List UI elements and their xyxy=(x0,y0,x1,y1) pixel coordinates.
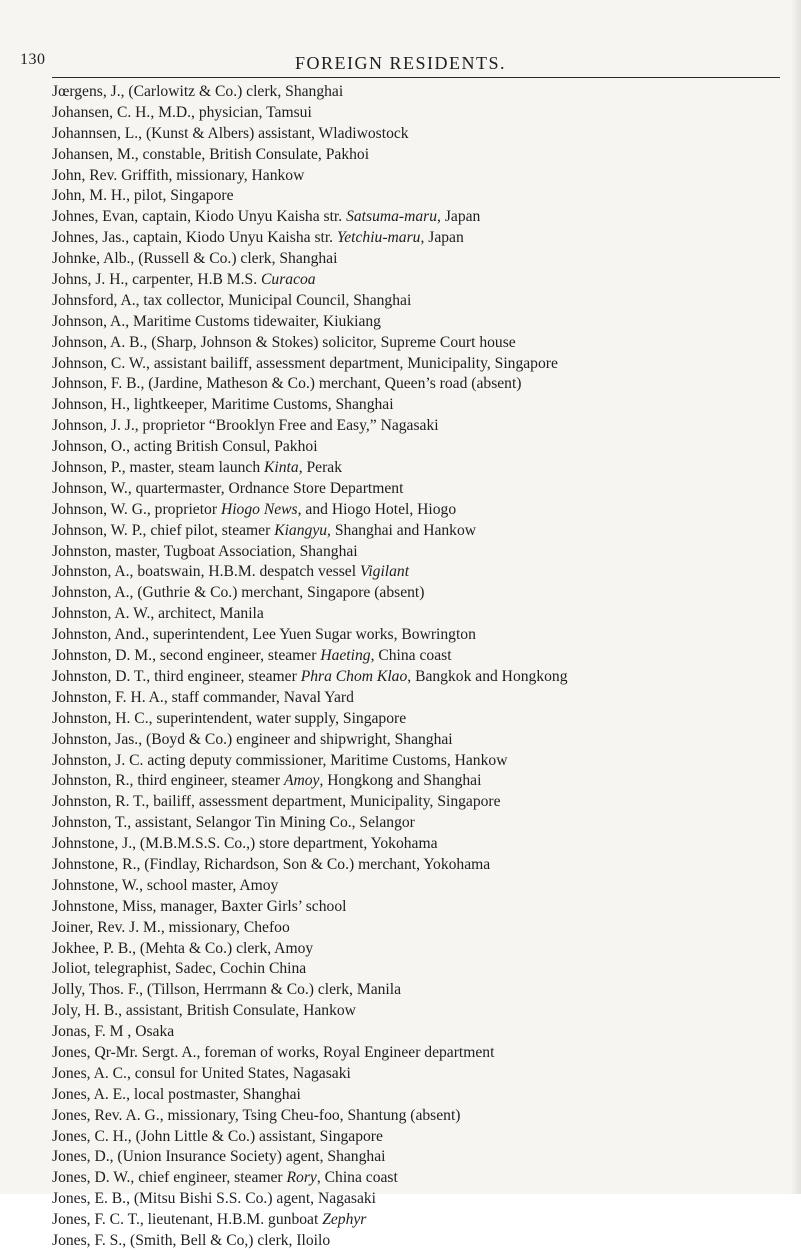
entry-text: Jones, A. E., local postmaster, Shanghai xyxy=(52,1085,301,1103)
entry-vessel-name: Rory xyxy=(286,1169,317,1187)
directory-entry xyxy=(52,667,792,688)
entry-text: Jones, C. H., (John Little & Co.) assistant, Singapore xyxy=(52,1127,383,1145)
entry-text: Johnson, W. G., proprietor xyxy=(52,500,221,518)
entry-text: Johnson, H., lightkeeper, Maritime Customs, Shanghai xyxy=(52,396,394,414)
entry-text: Jones, D. W., chief engineer, steamer xyxy=(52,1169,287,1187)
entry-text: Johnston, And., superintendent, Lee Yuen Sugar works, Bowrington xyxy=(52,626,476,644)
directory-entry xyxy=(52,207,792,228)
entry-text: , China coast xyxy=(370,647,452,665)
directory-entry xyxy=(52,583,792,604)
entry-text: Johnston, R. T., bailiff, assessment department, Municipality, Singapore xyxy=(52,793,501,811)
directory-entry xyxy=(52,1210,792,1231)
directory-entry xyxy=(52,771,792,792)
entry-text: Johnson, W., quartermaster, Ordnance Store Department xyxy=(52,479,404,497)
entry-text: Johnke, Alb., (Russell & Co.) clerk, Shanghai xyxy=(52,250,338,268)
directory-entry xyxy=(52,124,792,145)
directory-entry xyxy=(52,1106,792,1127)
entry-text: , Perak xyxy=(298,459,343,477)
entry-text: Johnstone, Miss, manager, Baxter Girls’ school xyxy=(52,897,347,915)
entry-text: Johnson, A., Maritime Customs tidewaiter, Kiukiang xyxy=(52,312,381,330)
directory-entry xyxy=(52,312,792,333)
entry-vessel-name: Zephyr xyxy=(322,1211,367,1229)
entry-text: Johnstone, W., school master, Amoy xyxy=(52,876,279,894)
entry-text: Johnston, Jas., (Boyd & Co.) engineer and shipwright, Shanghai xyxy=(52,730,453,748)
directory-entry xyxy=(52,709,792,730)
directory-entry xyxy=(52,82,792,103)
directory-entry xyxy=(52,103,792,124)
entry-text: John, Rev. Griffith, missionary, Hankow xyxy=(52,166,305,184)
directory-entry xyxy=(52,333,792,354)
directory-entry xyxy=(52,918,792,939)
directory-entry xyxy=(52,416,792,437)
directory-entry xyxy=(52,166,792,187)
entry-text: Johnstone, J., (M.B.M.S.S. Co.,) store department, Yokohama xyxy=(52,835,438,853)
entry-text: Johnson, P., master, steam launch xyxy=(52,459,265,477)
directory-entry xyxy=(52,792,792,813)
directory-entry xyxy=(52,813,792,834)
directory-entry xyxy=(52,458,792,479)
entry-text: John, M. H., pilot, Singapore xyxy=(52,187,234,205)
entry-text: Johnson, O., acting British Consul, Pakhoi xyxy=(52,438,318,456)
entry-text: Johnston, A., (Guthrie & Co.) merchant, Singapore (absent) xyxy=(52,584,425,602)
entry-text: Johnston, master, Tugboat Association, Shanghai xyxy=(52,542,358,560)
directory-entry xyxy=(52,1147,792,1168)
directory-entry xyxy=(52,730,792,751)
entry-vessel-name: Kiangyu xyxy=(274,521,328,539)
page-header xyxy=(0,0,801,80)
directory-entry xyxy=(52,1001,792,1022)
directory-entry xyxy=(52,1189,792,1210)
entry-vessel-name: Curacoa xyxy=(261,271,316,289)
entry-vessel-name: Yetchiu-maru xyxy=(336,229,421,247)
directory-entry xyxy=(52,228,792,249)
directory-entry xyxy=(52,1127,792,1148)
directory-entry xyxy=(52,1043,792,1064)
entry-text: Johnston, J. C. acting deputy commissioner, Maritime Customs, Hankow xyxy=(52,751,508,769)
entry-vessel-name: Amoy xyxy=(283,772,320,790)
entry-text: Joly, H. B., assistant, British Consulate, Hankow xyxy=(52,1002,356,1020)
directory-entry xyxy=(52,834,792,855)
directory-entry xyxy=(52,1085,792,1106)
directory-entry xyxy=(52,876,792,897)
entry-vessel-name: Hiogo News xyxy=(220,500,298,518)
directory-entry xyxy=(52,751,792,772)
entry-text: Johnston, D. T., third engineer, steamer xyxy=(52,667,301,685)
entry-text: Jolly, Thos. F., (Tillson, Herrmann & Co.) clerk, Manila xyxy=(52,981,402,999)
entry-text: Jokhee, P. B., (Mehta & Co.) clerk, Amoy xyxy=(52,939,314,957)
entry-text: Jones, A. C., consul for United States, Nagasaki xyxy=(52,1064,351,1082)
entry-text: Jones, Rev. A. G., missionary, Tsing Cheu-foo, Shantung (absent) xyxy=(52,1106,461,1124)
entry-text: Johnston, T., assistant, Selangor Tin Mining Co., Selangor xyxy=(52,814,415,832)
entry-text: Johnston, D. M., second engineer, steamer xyxy=(52,647,321,665)
entry-text: Johnsford, A., tax collector, Municipal Council, Shanghai xyxy=(52,291,412,309)
directory-entry xyxy=(52,562,792,583)
entry-text: Joliot, telegraphist, Sadec, Cochin China xyxy=(52,960,307,978)
entry-text: Johnes, Jas., captain, Kiodo Unyu Kaisha str. xyxy=(52,229,337,247)
entry-text: Johnstone, R., (Findlay, Richardson, Son & Co.) merchant, Yokohama xyxy=(52,855,491,873)
directory-entry xyxy=(52,625,792,646)
directory-entry xyxy=(52,959,792,980)
directory-entry xyxy=(52,604,792,625)
entry-text: Johnson, F. B., (Jardine, Matheson & Co.) merchant, Queen’s road (absent) xyxy=(52,375,522,393)
directory-entry xyxy=(52,249,792,270)
directory-entry xyxy=(52,186,792,207)
directory-entry xyxy=(52,1064,792,1085)
entry-text: Jones, D., (Union Insurance Society) agent, Shanghai xyxy=(52,1148,386,1166)
entry-text: Johnson, A. B., (Sharp, Johnson & Stokes) solicitor, Supreme Court house xyxy=(52,333,516,351)
entry-text: , Japan xyxy=(420,229,464,247)
entry-text: Jones, F. C. T., lieutenant, H.B.M. gunboat xyxy=(52,1211,323,1229)
page-number: 130 xyxy=(20,51,46,68)
directory-entry xyxy=(52,291,792,312)
directory-entry xyxy=(52,855,792,876)
entry-text: Jones, Qr-Mr. Sergt. A., foreman of works, Royal Engineer department xyxy=(52,1043,495,1061)
directory-entry xyxy=(52,354,792,375)
entry-vessel-name: Haeting xyxy=(320,647,371,665)
entry-text: Johnston, R., third engineer, steamer xyxy=(52,772,284,790)
directory-entry xyxy=(52,1168,792,1189)
directory-entry xyxy=(52,939,792,960)
directory-entry xyxy=(52,542,792,563)
directory-entry xyxy=(52,270,792,291)
directory-entry xyxy=(52,980,792,1001)
entry-text: , Shanghai and Hankow xyxy=(327,521,477,539)
resident-directory-list xyxy=(52,82,792,1252)
directory-entry xyxy=(52,897,792,918)
entry-text: Johns, J. H., carpenter, H.B M.S. xyxy=(52,271,262,289)
directory-entry xyxy=(52,1231,792,1252)
entry-text: , Japan xyxy=(437,208,481,226)
entry-text: Johnes, Evan, captain, Kiodo Unyu Kaisha str. xyxy=(52,208,347,226)
entry-text: , and Hiogo Hotel, Hiogo xyxy=(297,500,457,518)
entry-text: Johansen, M., constable, British Consulate, Pakhoi xyxy=(52,145,370,163)
entry-text: Johnson, W. P., chief pilot, steamer xyxy=(52,521,275,539)
running-head: FOREIGN RESIDENTS. xyxy=(294,53,506,73)
header-rule xyxy=(52,77,780,78)
entry-text: Johnston, H. C., superintendent, water supply, Singapore xyxy=(52,709,407,727)
entry-vessel-name: Phra Chom Klao xyxy=(300,667,408,685)
entry-text: Johansen, C. H., M.D., physician, Tamsui xyxy=(52,103,312,121)
entry-text: Johnson, C. W., assistant bailiff, assessment department, Municipality, Singapore xyxy=(52,354,558,372)
entry-text: , Hongkong and Shanghai xyxy=(319,772,482,790)
entry-text: Jonas, F. M , Osaka xyxy=(52,1023,175,1041)
entry-vessel-name: Vigilant xyxy=(359,563,410,581)
page-edge-shadow xyxy=(791,0,801,1194)
directory-entry xyxy=(52,646,792,667)
directory-entry xyxy=(52,479,792,500)
directory-entry xyxy=(52,145,792,166)
entry-vessel-name: Kinta xyxy=(264,459,299,477)
directory-entry xyxy=(52,437,792,458)
entry-text: Jœrgens, J., (Carlowitz & Co.) clerk, Shanghai xyxy=(52,83,344,100)
directory-entry xyxy=(52,688,792,709)
directory-entry xyxy=(52,395,792,416)
entry-vessel-name: Satsuma-maru xyxy=(346,208,438,226)
entry-text: Johnson, J. J., proprietor “Brooklyn Free and Easy,” Nagasaki xyxy=(52,417,439,435)
entry-text: Johnston, A. W., architect, Manila xyxy=(52,605,264,623)
entry-text: Johannsen, L., (Kunst & Albers) assistant, Wladiwostock xyxy=(52,124,409,142)
directory-entry xyxy=(52,374,792,395)
directory-entry xyxy=(52,1022,792,1043)
entry-text: , Bangkok and Hongkong xyxy=(407,667,568,685)
entry-text: Jones, F. S., (Smith, Bell & Co,) clerk, Iloilo xyxy=(52,1231,331,1249)
entry-text: Joiner, Rev. J. M., missionary, Chefoo xyxy=(52,918,290,936)
entry-text: Johnston, A., boatswain, H.B.M. despatch vessel xyxy=(52,563,360,581)
entry-text: Johnston, F. H. A., staff commander, Naval Yard xyxy=(52,688,354,706)
directory-entry xyxy=(52,521,792,542)
entry-text: Jones, E. B., (Mitsu Bishi S.S. Co.) agent, Nagasaki xyxy=(52,1190,376,1208)
directory-entry xyxy=(52,500,792,521)
entry-text: , China coast xyxy=(316,1169,398,1187)
